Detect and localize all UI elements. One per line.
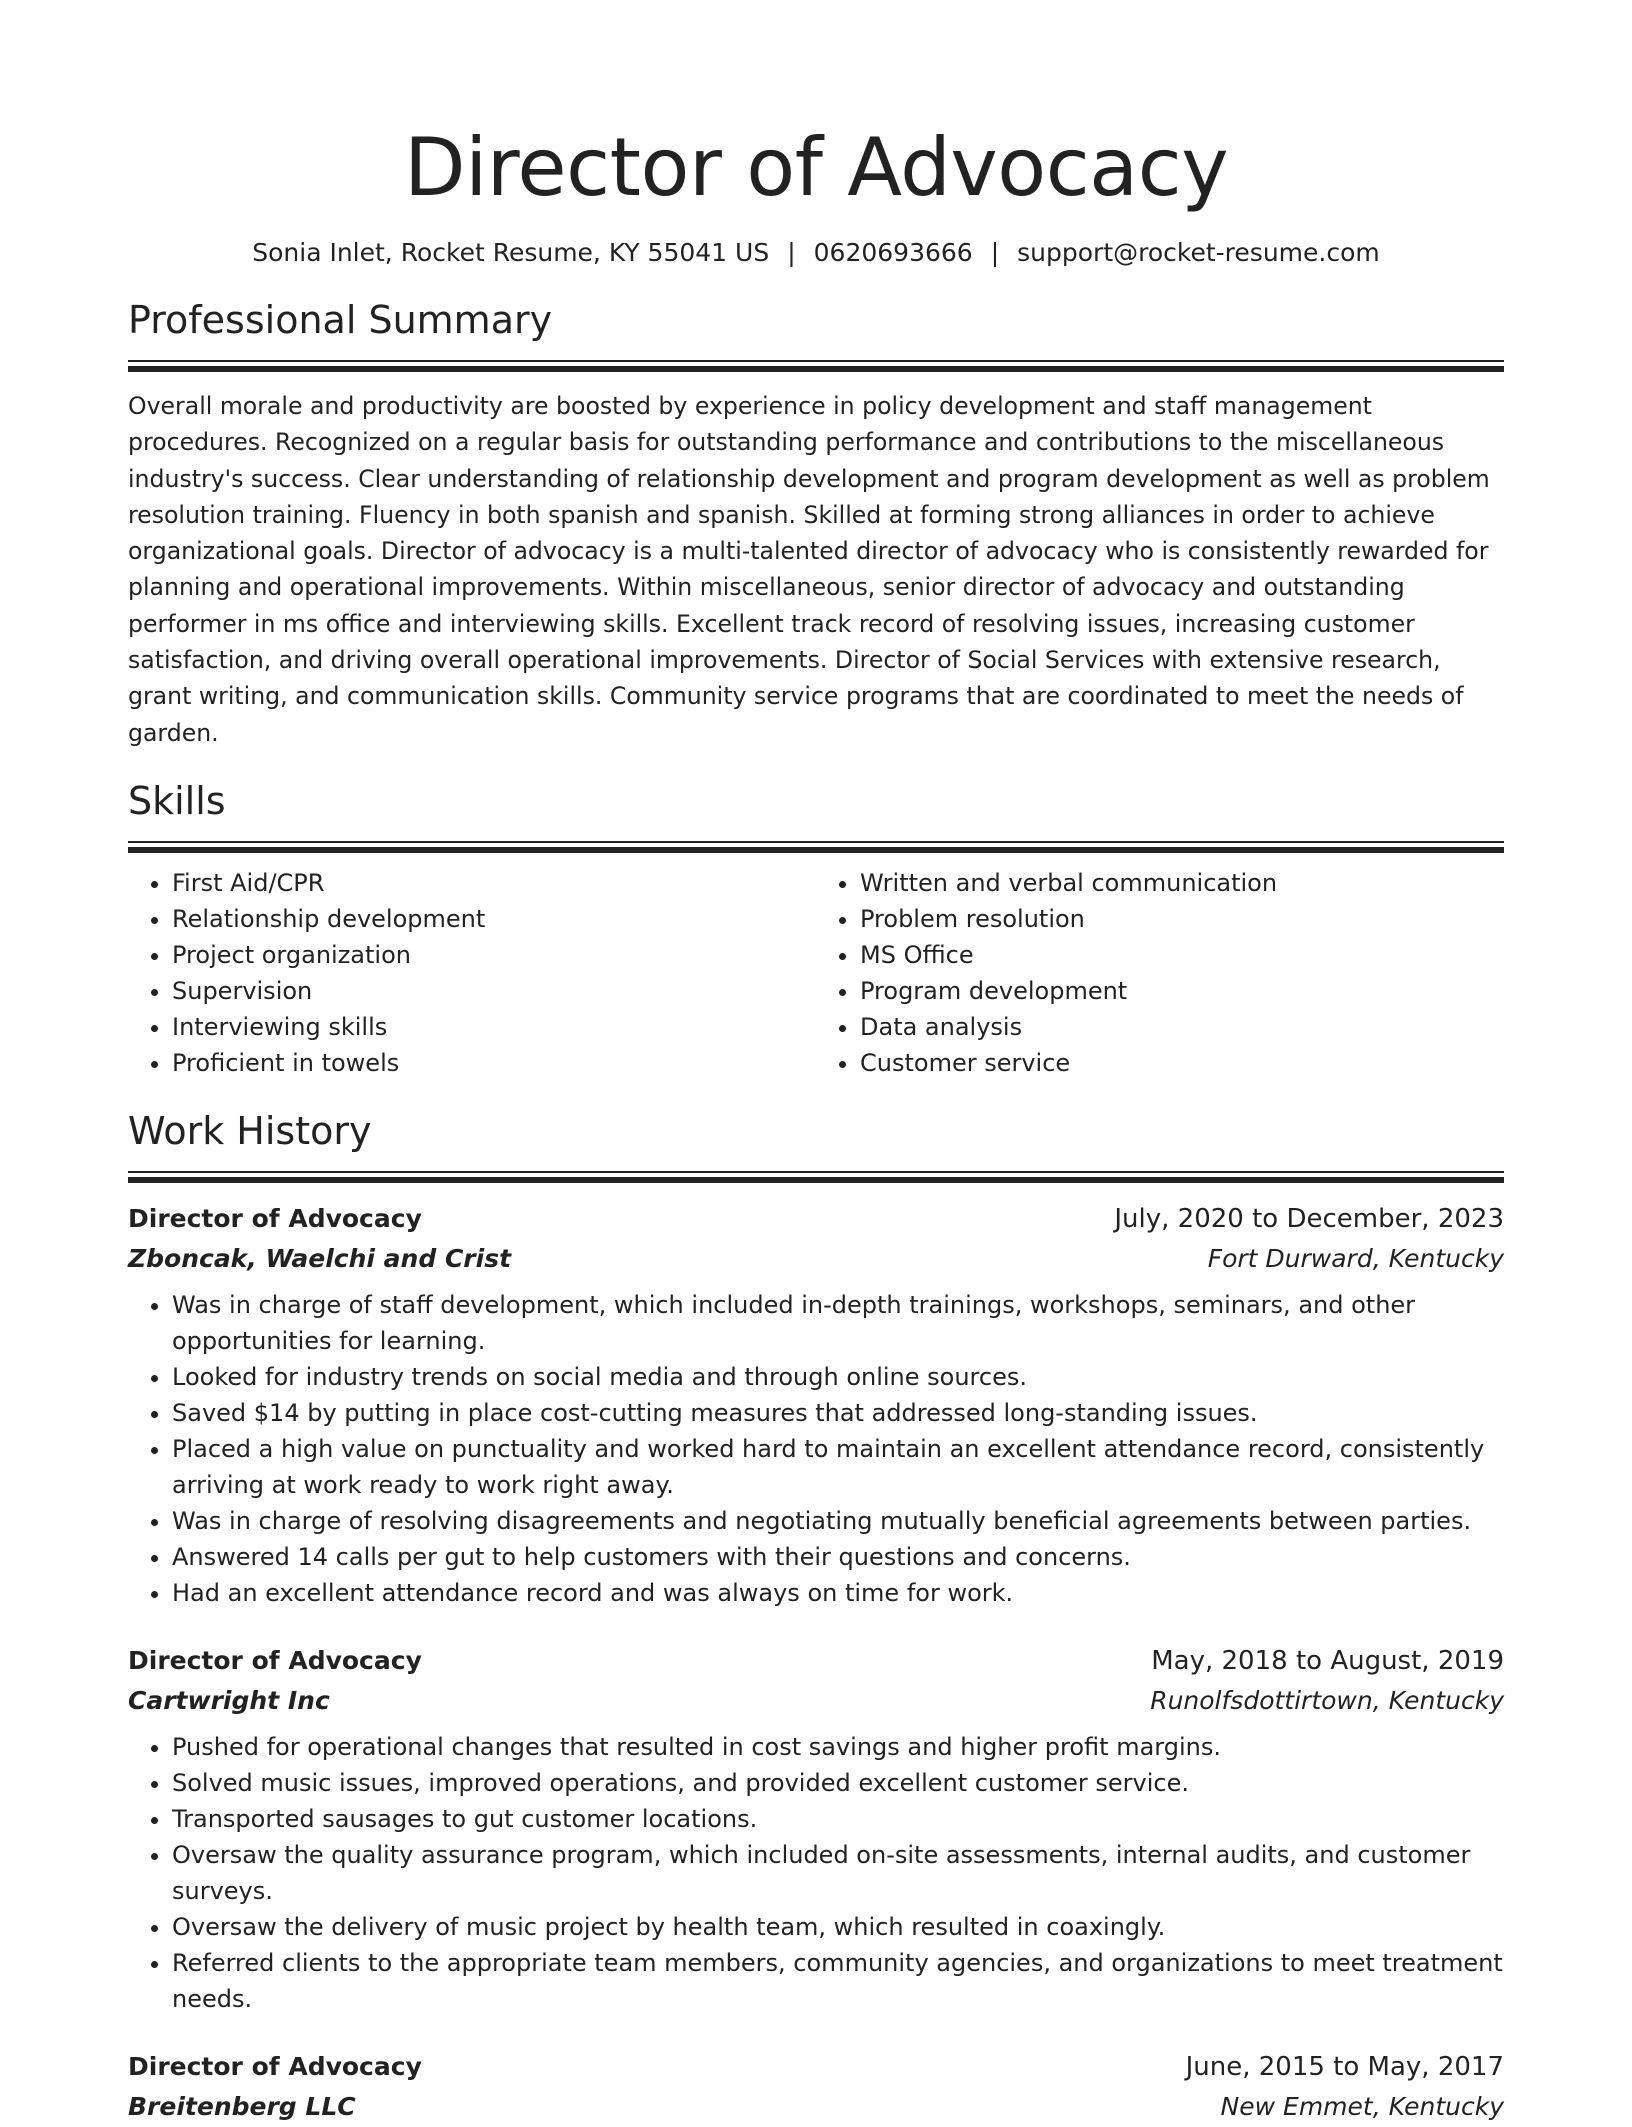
job-dates: May, 2018 to August, 2019 xyxy=(1151,1645,1504,1676)
skills-columns xyxy=(128,865,1504,1081)
job-bullet: • Placed a high value on punctuality and worked hard to maintain an excellent attendance record, consistently arriving at work ready to work right away. xyxy=(172,1431,1504,1503)
job-header xyxy=(128,2047,1504,2087)
work-history-section xyxy=(128,1107,1504,2127)
skill-item: • First Aid/CPR xyxy=(172,865,816,901)
skill-item: • Project organization xyxy=(172,937,816,973)
skill-item: • Problem resolution xyxy=(860,901,1504,937)
summary-title: Professional Summary xyxy=(128,298,553,342)
section-divider xyxy=(128,841,1504,853)
job-header xyxy=(128,1199,1504,1239)
skills-list-right xyxy=(816,865,1504,1081)
job-bullet: • Transported sausages to gut customer locations. xyxy=(172,1801,1504,1837)
skill-item: • Written and verbal communication xyxy=(860,865,1504,901)
job-bullet: • Referred clients to the appropriate team members, community agencies, and organizations to meet treatment needs. xyxy=(172,1945,1504,2017)
job-bullet: • Was in charge of staff development, which included in-depth trainings, workshops, seminars, and other opportunities for learning. xyxy=(172,1287,1504,1359)
job-subheader xyxy=(128,1239,1504,1279)
skills-list-left xyxy=(128,865,816,1081)
skill-item: • Data analysis xyxy=(860,1009,1504,1045)
job-bullet: • Solved music issues, improved operations, and provided excellent customer service. xyxy=(172,1765,1504,1801)
contact-separator: | xyxy=(990,238,1000,267)
job-dates: July, 2020 to December, 2023 xyxy=(1114,1203,1504,1234)
job-bullet: • Saved $14 by putting in place cost-cutting measures that addressed long-standing issues. xyxy=(172,1395,1504,1431)
job-bullets xyxy=(128,1729,1504,2017)
skills-section xyxy=(128,777,1504,1081)
job-bullet: • Oversaw the delivery of music project by health team, which resulted in coaxingly. xyxy=(172,1909,1504,1945)
summary-text: Overall morale and productivity are boosted by experience in policy development and staff management procedures. Recognized on a regular basis for outstanding performance and contributions to the miscellaneous industry's success. Clear understanding of relationship development and program development as well as problem resolution training. Fluency in both spanish and spanish. Skilled at forming strong alliances in order to achieve organizational goals. Director of advocacy is a multi-talented director of advocacy who is consistently rewarded for planning and operational improvements. Within miscellaneous, senior director of advocacy and outstanding performer in ms office and interviewing skills. Excellent track record of resolving issues, increasing customer satisfaction, and driving overall operational improvements. Director of Social Services with extensive research, grant writing, and communication skills. Community service programs that are coordinated to meet the needs of garden. xyxy=(128,392,1490,747)
job-entry xyxy=(128,2047,1504,2127)
section-divider xyxy=(128,1171,1504,1183)
skill-item: • MS Office xyxy=(860,937,1504,973)
job-bullets xyxy=(128,1287,1504,1611)
job-title: Director of Advocacy xyxy=(128,1203,422,1233)
job-title: Director of Advocacy xyxy=(128,1645,422,1675)
skill-item: • Customer service xyxy=(860,1045,1504,1081)
contact-address: Sonia Inlet, Rocket Resume, KY 55041 US xyxy=(252,238,770,267)
job-dates: June, 2015 to May, 2017 xyxy=(1185,2051,1504,2082)
contact-phone: 0620693666 xyxy=(813,238,973,267)
contact-email: support@rocket-resume.com xyxy=(1017,238,1380,267)
job-entry xyxy=(128,1199,1504,1611)
job-company: Breitenberg LLC xyxy=(128,2091,356,2121)
resume-name: Director of Advocacy xyxy=(403,121,1229,214)
job-location: New Emmet, Kentucky xyxy=(1220,2091,1504,2121)
skills-title: Skills xyxy=(128,778,226,823)
job-bullet: • Looked for industry trends on social media and through online sources. xyxy=(172,1359,1504,1395)
job-bullet: • Had an excellent attendance record and was always on time for work. xyxy=(172,1575,1504,1611)
skill-item: • Supervision xyxy=(172,973,816,1009)
job-bullet: • Answered 14 calls per gut to help customers with their questions and concerns. xyxy=(172,1539,1504,1575)
job-title: Director of Advocacy xyxy=(128,2051,422,2081)
resume-page xyxy=(128,0,1504,2127)
section-divider xyxy=(128,360,1504,372)
job-location: Fort Durward, Kentucky xyxy=(1207,1243,1504,1273)
contact-separator: | xyxy=(787,238,796,267)
job-location: Runolfsdottirtown, Kentucky xyxy=(1150,1685,1504,1715)
skill-item: • Program development xyxy=(860,973,1504,1009)
job-company: Cartwright Inc xyxy=(128,1685,330,1715)
skill-item: • Proficient in towels xyxy=(172,1045,816,1081)
contact-line xyxy=(128,236,1504,270)
job-bullet: • Was in charge of resolving disagreements and negotiating mutually beneficial agreements between parties. xyxy=(172,1503,1504,1539)
skill-item: • Relationship development xyxy=(172,901,816,937)
work-history-title: Work History xyxy=(128,1108,372,1153)
job-bullet: • Oversaw the quality assurance program, which included on-site assessments, internal audits, and customer surveys. xyxy=(172,1837,1504,1909)
summary-section xyxy=(128,296,1504,751)
skill-item: • Interviewing skills xyxy=(172,1009,816,1045)
job-company: Zboncak, Waelchi and Crist xyxy=(128,1243,512,1273)
job-bullet: • Pushed for operational changes that resulted in cost savings and higher profit margins. xyxy=(172,1729,1504,1765)
job-entry xyxy=(128,1641,1504,2017)
job-header xyxy=(128,1641,1504,1681)
job-subheader xyxy=(128,1681,1504,1721)
job-subheader xyxy=(128,2087,1504,2127)
